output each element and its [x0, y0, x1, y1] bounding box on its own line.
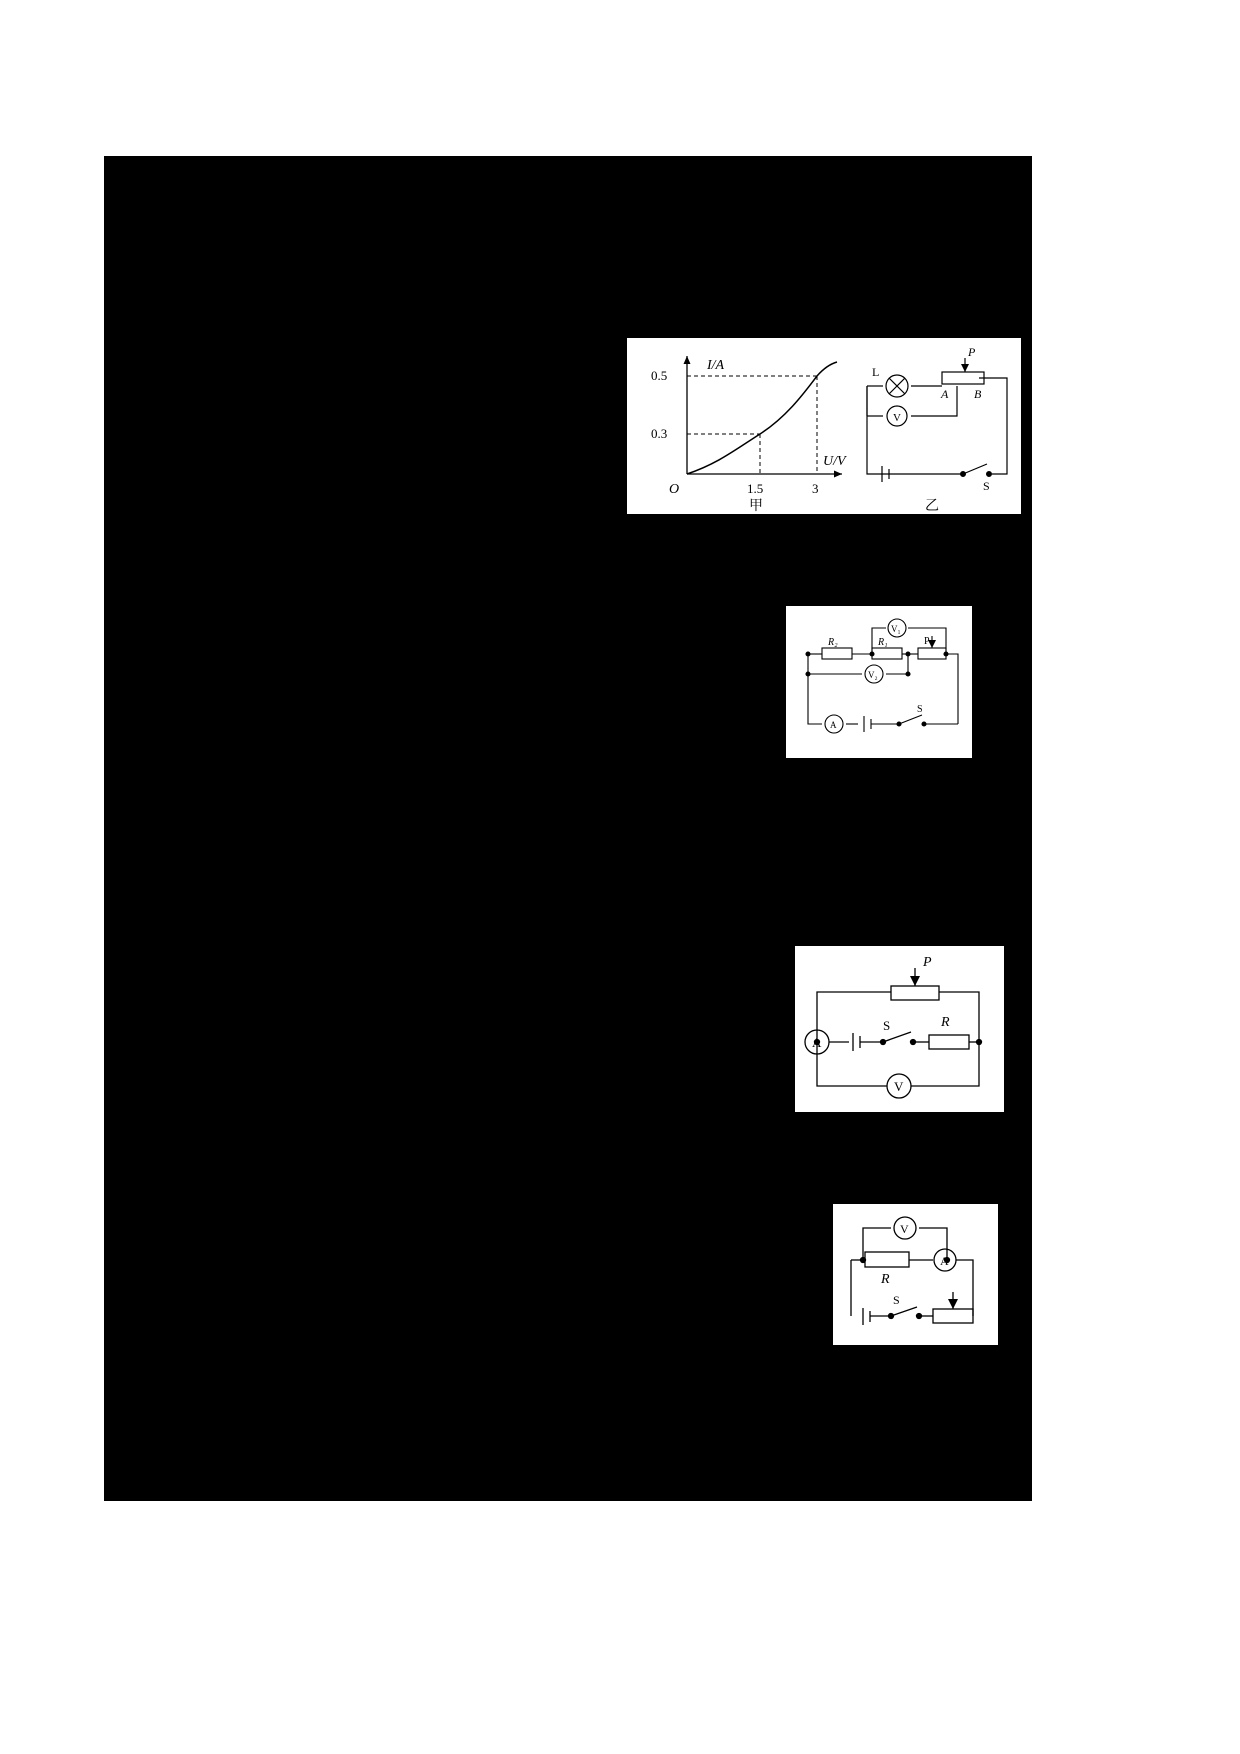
resistor-label-r: R: [941, 1015, 950, 1030]
graph-xtick-15: 1.5: [747, 481, 764, 496]
figure1-caption-left: 甲: [749, 499, 763, 514]
switch-label-s: S: [893, 1293, 900, 1307]
lamp-label: L: [872, 365, 880, 379]
slider-label-p: P: [924, 636, 930, 647]
voltmeter-label: V: [894, 1079, 904, 1094]
graph-xtick-3: 3: [812, 481, 819, 496]
graph-origin-label: O: [669, 482, 680, 497]
voltmeter-label: V: [900, 1222, 909, 1236]
voltmeter1-label: V₁: [891, 624, 901, 634]
resistor1-label: R₁: [878, 637, 888, 648]
voltmeter2-label: V₂: [868, 670, 878, 680]
switch-label-s: S: [883, 1018, 891, 1033]
terminal-label-a: A: [941, 387, 949, 401]
ammeter-label: A: [940, 1254, 949, 1268]
graph-ytick-03: 0.3: [651, 426, 668, 441]
figure1-caption-right: 乙: [925, 499, 939, 514]
resistor-label-r: R: [881, 1272, 890, 1287]
graph-x-axis-label: U/V: [823, 454, 846, 469]
figure-lamp-iv-and-circuit: [627, 338, 1021, 514]
figure-rheostat-ammeter-voltmeter-circuit: [795, 946, 1004, 1112]
switch-label-s: S: [917, 704, 923, 715]
figure-two-resistor-circuit: [786, 606, 972, 758]
resistor2-label: R₂: [828, 637, 838, 648]
graph-ytick-05: 0.5: [651, 368, 668, 383]
ammeter-label: A: [830, 720, 837, 730]
voltmeter-label: V: [893, 412, 901, 424]
terminal-label-b: B: [974, 387, 982, 401]
graph-y-axis-label: I/A: [707, 358, 725, 373]
switch-label-s: S: [983, 479, 990, 493]
ammeter-label: A: [812, 1035, 822, 1050]
figure-resistor-rheostat-circuit: [833, 1204, 998, 1345]
slider-label-p: P: [968, 345, 976, 359]
slider-label-p: P: [923, 955, 932, 970]
